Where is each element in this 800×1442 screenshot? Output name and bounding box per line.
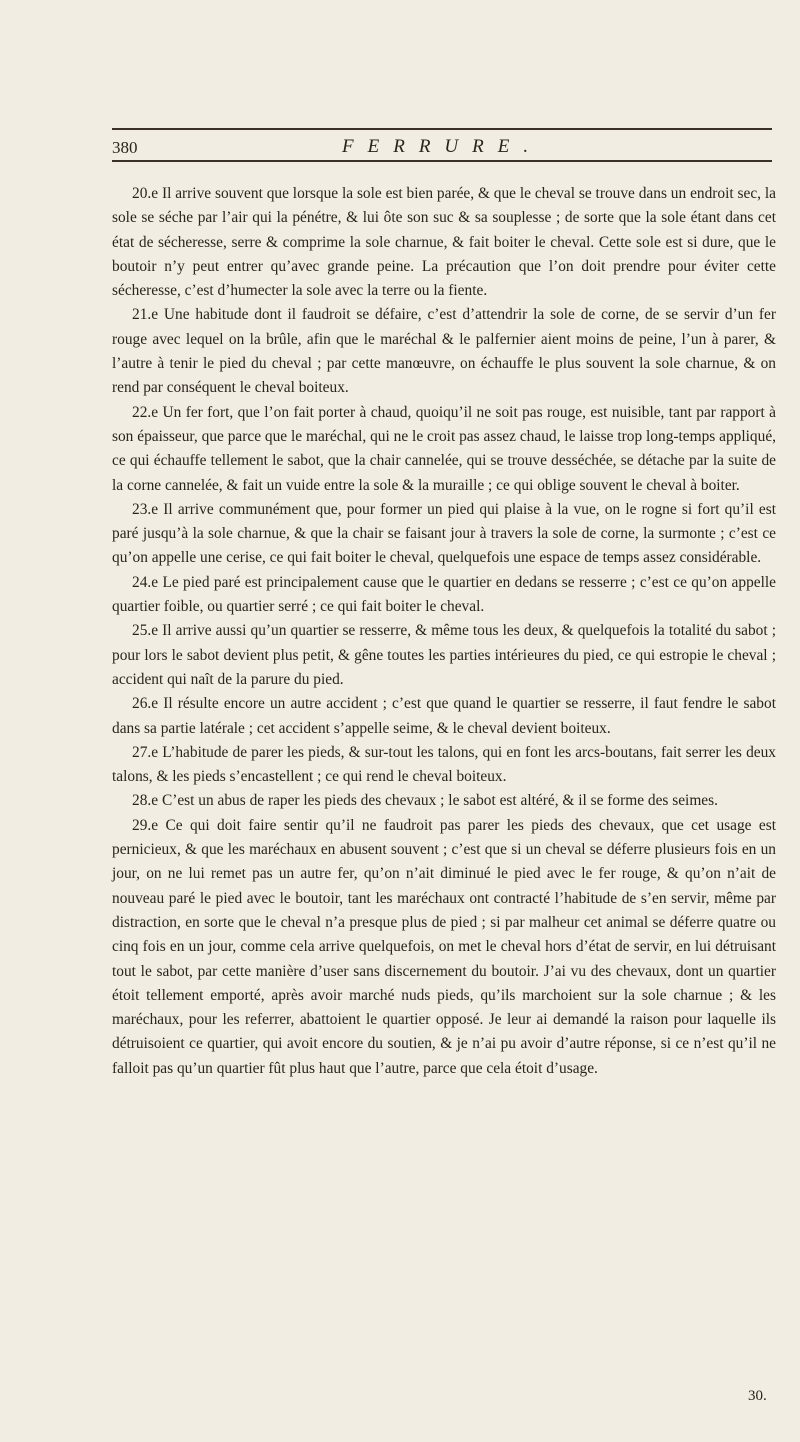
- paragraph-20: [112, 182, 776, 303]
- paragraph-text: Il arrive souvent que lorsque la sole est bien parée, & que le cheval se trouve dans un endroit sec, la sole se séche par l’air qui la pénétre, & lui ôte son suc & sa souplesse ; de sorte que la sole étant dans cet état de sécheresse, serre & comprime la sole charnue, & fait boiter le cheval. Cette sole est si dure, que le boutoir n’y peut entrer qu’avec grande peine. La précaution que l’on doit prendre pour éviter cette sécheresse, c’est d’humecter la sole avec la terre ou la fiente.: [112, 185, 776, 300]
- paragraph-23: [112, 498, 776, 571]
- page-number: 380: [112, 138, 138, 157]
- page-header: [112, 128, 772, 162]
- paragraph-text: L’habitude de parer les pieds, & sur-tout les talons, qui en font les arcs-boutans, fait serrer les deux talons, & les pieds s’encastellent ; ce qui rend le cheval boiteux.: [112, 743, 776, 786]
- paragraph-text: Ce qui doit faire sentir qu’il ne faudroit pas parer les pieds des chevaux, que cet usage est pernicieux, & que les maréchaux en abusent souvent ; c’est que si un cheval se déferre plusieurs fois en un jour, on ne lui remet pas un autre fer, qu’on n’ait diminué le pied avec le fer rouge, & qu’on n’ait de nouveau paré le pied avec le boutoir, tant les maréchaux ont contracté l’habitude de s’en servir, même par distraction, en sorte que le cheval n’a presque plus de pied ; si par malheur cet animal se déferre quatre ou cinq fois en un jour, comme cela arrive quelquefois, on met le cheval hors d’état de servir, en lui détruisant tout le sabot, par cette manière d’user sans discernement du boutoir. J’ai vu des chevaux, dont un quartier étoit tellement emporté, après avoir marché nuds pieds, qu’ils marchoient sur la sole charnue ; & les maréchaux, pour les referrer, abattoient le quartier opposé. Je leur ai demandé la raison pour laquelle ils détruisoient ce quartier, qui avoit encore du soutien, & je n’ai pu avoir d’autre réponse, si ce n’est qu’il ne falloit pas qu’un quartier fût plus haut que l’autre, parce que cela étoit d’usage.: [112, 816, 776, 1077]
- header-rule-bottom: [112, 160, 772, 162]
- paragraph-number: 28.e: [132, 792, 159, 810]
- paragraph-24: [112, 571, 776, 620]
- paragraph-29: [112, 814, 776, 1081]
- header-rule-top: [112, 128, 772, 130]
- paragraph-number: 25.e: [132, 622, 159, 640]
- paragraph-text: Le pied paré est principalement cause que le quartier en dedans se resserre ; c’est ce qu’on appelle quartier foible, ou quartier serré ; ce qui fait boiter le cheval.: [112, 573, 776, 616]
- paragraph-27: [112, 741, 776, 790]
- paragraph-number: 29.e: [132, 816, 159, 834]
- paragraph-number: 26.e: [132, 695, 159, 713]
- paragraph-26: [112, 692, 776, 741]
- paragraph-text: Il arrive aussi qu’un quartier se resserre, & même tous les deux, & quelquefois la totalité du sabot ; pour lors le sabot devient plus petit, & gêne toutes les parties intérieures du pied, ce qui estropie le cheval ; accident qui naît de la parure du pied.: [112, 622, 776, 688]
- paragraph-number: 24.e: [132, 573, 159, 591]
- page-body: [112, 182, 776, 1081]
- paragraph-number: 27.e: [132, 743, 159, 761]
- paragraph-25: [112, 619, 776, 692]
- paragraph-21: [112, 303, 776, 400]
- catchword: 30.: [748, 1388, 767, 1404]
- paragraph-text: Une habitude dont il faudroit se défaire, c’est d’attendrir la sole de corne, de se servir d’un fer rouge avec lequel on la brûle, afin que le maréchal & le palfernier aient moins de peine, l’un à parer, & l’autre à tenir le pied du cheval ; par cette manœuvre, on échauffe le plus souvent la sole charnue, & on rend par conséquent le cheval boiteux.: [112, 306, 776, 397]
- paragraph-text: Il résulte encore un autre accident ; c’est que quand le quartier se resserre, il faut fendre le sabot dans sa partie latérale ; cet accident s’appelle seime, & le cheval devient boiteux.: [112, 695, 776, 737]
- paragraph-number: 21.e: [132, 306, 159, 324]
- paragraph-number: 22.e: [132, 403, 159, 421]
- paragraph-text: C’est un abus de raper les pieds des chevaux ; le sabot est altéré, & il se forme des seimes.: [161, 792, 718, 810]
- paragraph-22: [112, 401, 776, 498]
- paragraph-text: Il arrive communément que, pour former un pied qui plaise à la vue, on le rogne si fort qu’il est paré jusqu’à la sole charnue, & que la chair se faisant jour à travers la sole de corne, la surmonte ; c’est ce qu’on appelle une cerise, ce qui fait boiter le cheval, quelquefois une espace de temps assez considérable.: [112, 500, 776, 567]
- paragraph-text: Un fer fort, que l’on fait porter à chaud, quoiqu’il ne soit pas rouge, est nuisible, tant par rapport à son épaisseur, que parce que le maréchal, qui ne le croit pas assez chaud, le laisse trop long-temps appliqué, ce qui échauffe tellement le sabot, que la chair cannelée, qui se trouve desséchée, se détache par la suite de la corne cannelée, & fait un vuide entre la sole & la muraille ; ce qui oblige souvent le cheval à boiter.: [112, 403, 776, 494]
- running-title: FERRURE.: [342, 136, 543, 157]
- paragraph-number: 23.e: [132, 500, 159, 518]
- paragraph-number: 20.e: [132, 185, 159, 202]
- paragraph-28: [112, 789, 776, 813]
